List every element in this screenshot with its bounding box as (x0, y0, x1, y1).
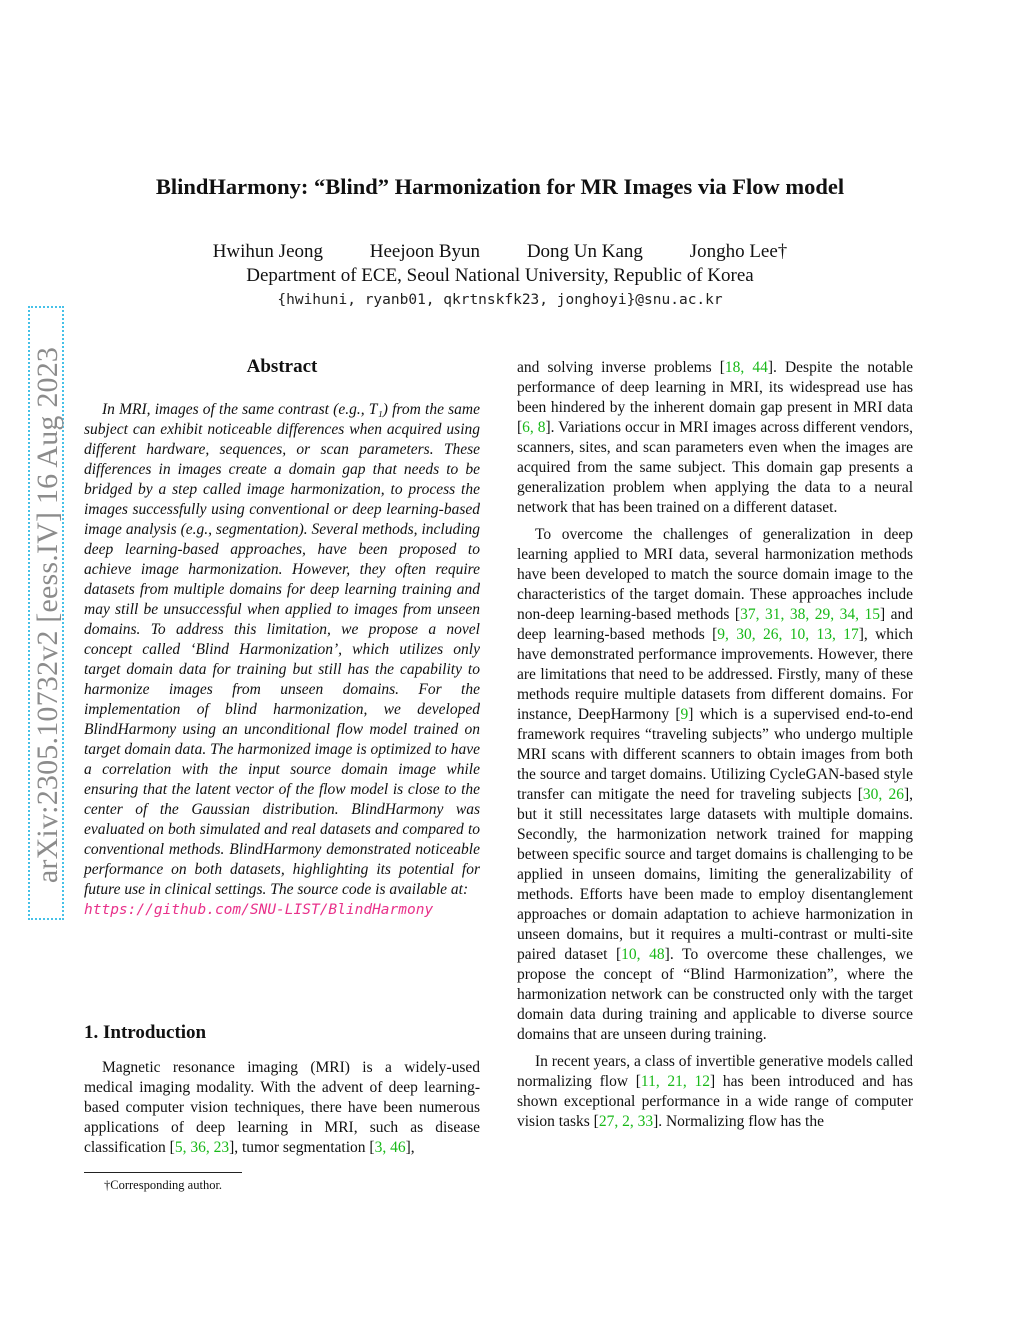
abstract-body (84, 400, 480, 920)
abstract-text: In MRI, images of the same contrast (e.g., T₁) from the same subject can exhibit noticeable differences when acquired using different hardware, sequences, or scan parameters. These differences in images create a domain gap that needs to be bridged by a step called image harmonization, to process the images successfully using conventional or deep learning-based image analysis (e.g., segmentation). Several methods, including deep learning-based approaches, have been proposed to achieve image harmonization. However, they often require datasets from multiple domains for deep learning training and may still be unsuccessful when applied to images from unseen domains. To address this limitation, we propose a novel concept called ‘Blind Harmonization’, which utilizes only target domain data for training but still has the capability to harmonize images from unseen domains. For the implementation of blind harmonization, we developed BlindHarmony using an unconditional flow model trained on target domain data. The harmonized image is optimized to have a correlation with the input source domain image while ensuring that the latent vector of the flow model is close to the center of the Gaussian distribution. BlindHarmony was evaluated on both simulated and real datasets and compared to conventional methods. BlindHarmony demonstrated noticeable performance on both datasets, highlighting its potential for future use in clinical settings. The source code is available at: (84, 401, 480, 898)
citation-ref[interactable]: 10, 48 (621, 946, 665, 963)
right-paragraph-3 (517, 1052, 913, 1132)
right-paragraph-1: and solving inverse problems [18, 44]. Despite the notable performance of deep learning in MRI, its widespread use has been hindered by the inherent domain gap present in MRI data [6, 8]. Variations occur in MRI images across different vendors, scanners, sites, and scan parameters even when the images are acquired from the same subject. This domain gap presents a generalization problem when applying the data to a neural network that has been trained on a different dataset. (517, 359, 914, 516)
citation-ref[interactable]: 3, 46 (374, 1139, 406, 1156)
citation-ref[interactable]: 9, 30, 26, 10, 13, 17 (717, 626, 859, 643)
footnote-divider (84, 1172, 242, 1173)
author-name: Hwihun Jeong (212, 241, 324, 262)
author-name: Jongho Lee† (689, 241, 788, 262)
affiliation: Department of ECE, Seoul National University, Republic of Korea (246, 265, 754, 286)
intro-text: Magnetic resonance imaging (MRI) is a widely-used medical imaging modality. With the advent of deep learning-based computer vision techniques, there have been numerous applications of deep learning in MRI, such as disease classification [5, 36, 23], tumor segmentation [3, 46], (84, 1059, 480, 1156)
citation-ref[interactable]: 9 (680, 706, 689, 723)
author-list (0, 241, 1000, 263)
citation-ref[interactable]: 18, 44 (724, 359, 768, 376)
paper-title: BlindHarmony: “Blind” Harmonization for MR Images via Flow model (155, 174, 845, 199)
author-emails: {hwihuni, ryanb01, qkrtnskfk23, jonghoyi}@snu.ac.kr (277, 292, 723, 308)
footnote: †Corresponding author. (104, 1178, 223, 1192)
right-paragraph-2-text: To overcome the challenges of generalization in deep learning applied to MRI data, several harmonization methods have been developed to match the source domain image to the characteristics of the target domain. These approaches include non-deep learning-based methods [37, 31, 38, 29, 34, 15] and deep learning-based methods [9, 30, 26, 10, 13, 17], which have demonstrated performance improvements. However, there are limitations that need to be addressed. Firstly, many of these methods require multiple datasets from different domains. For instance, DeepHarmony [9] which is a supervised end-to-end framework requires “traveling subjects” who undergo multiple MRI scans with different scanners to obtain images from both the source and target domains. Utilizing CycleGAN-based style transfer can mitigate the need for traveling subjects [30, 26], but it still necessitates large datasets with multiple domains. Secondly, the harmonization network trained for mapping between specific source and target domains is challenging to be applied in unseen domains, limiting the generalizability of methods. Efforts have been made to employ disentanglement approaches or domain adaptation to achieve harmonization in unseen domains, but it requires a multi-contrast or multi-site paired dataset [10, 48]. To overcome these challenges, we propose the concept of “Blind Harmonization”, where the harmonization network can be constructed only with the target domain data during training and applicable to diverse source domains that are unseen during training. (517, 526, 914, 1043)
right-column (517, 358, 913, 1139)
citation-ref[interactable]: 5, 36, 23 (174, 1139, 230, 1156)
arxiv-stamp[interactable] (28, 306, 64, 920)
arxiv-stamp-text[interactable]: arXiv:2305.10732v2 [eess.IV] 16 Aug 2023 (31, 346, 64, 884)
source-code-link[interactable]: https://github.com/SNU-LIST/BlindHarmony (84, 902, 434, 918)
right-paragraph-3-text: In recent years, a class of invertible generative models called normalizing flow [11, 21, 12] has been introduced and has shown exceptional performance in a wide range of computer vision tasks [27, 2, 33]. Normalizing flow has the (517, 1053, 913, 1130)
citation-ref[interactable]: 11, 21, 12 (640, 1073, 711, 1090)
right-paragraph-2 (517, 525, 913, 1045)
citation-ref[interactable]: 6, 8 (522, 419, 546, 436)
abstract-heading: Abstract (246, 356, 318, 377)
section-heading-introduction: 1. Introduction (84, 1022, 207, 1043)
citation-ref[interactable]: 30, 26 (862, 786, 904, 803)
citation-ref[interactable]: 27, 2, 33 (598, 1113, 654, 1130)
citation-ref[interactable]: 37, 31, 38, 29, 34, 15 (740, 606, 880, 623)
author-name: Heejoon Byun (369, 241, 481, 262)
intro-left-paragraph (84, 1058, 480, 1158)
author-name: Dong Un Kang (526, 241, 643, 262)
